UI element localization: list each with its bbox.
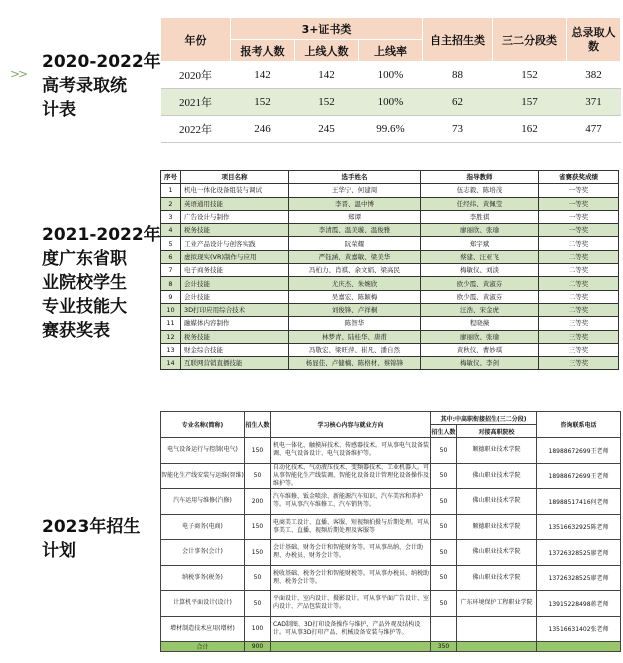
cell-contestants: 刘俊锋、卢祥桐 xyxy=(289,303,421,316)
section-title-awards xyxy=(42,223,161,343)
cell-index: 5 xyxy=(161,237,181,250)
table-row xyxy=(161,210,619,223)
cell-school xyxy=(457,616,537,642)
cell-major: 汽车运用与维修(汽修) xyxy=(161,489,245,515)
cell-content: 会计基础、财务会计和智能财务等。可从事出纳、会计助理、办税员、财务会计等。 xyxy=(271,540,431,566)
cell-award: 三等奖 xyxy=(539,343,619,356)
cell-total: 371 xyxy=(567,89,621,116)
table-row xyxy=(161,591,621,617)
cell-contact: 13726328525廖老师 xyxy=(537,565,621,591)
awards-table xyxy=(160,170,619,370)
table-row xyxy=(161,438,621,464)
cell-three-two: 152 xyxy=(493,62,567,89)
cell-instructors: 欧少霞、黄淑芬 xyxy=(421,277,539,290)
cell-instructors: 汪浩、宋金虎 xyxy=(421,303,539,316)
cell-major: 电子商务(电商) xyxy=(161,514,245,540)
cell-index: 8 xyxy=(161,277,181,290)
header-sub-count: 招生人数 xyxy=(431,425,457,438)
cell-sub-count: 50 xyxy=(431,438,457,464)
cell-project: 英语通用技能 xyxy=(181,197,289,210)
cell-award: 二等奖 xyxy=(539,237,619,250)
header-admitted: 上线人数 xyxy=(295,40,359,62)
header-award: 省赛获奖成绩 xyxy=(539,171,619,184)
header-rate: 上线率 xyxy=(359,40,423,62)
cell-award: 一等奖 xyxy=(539,197,619,210)
cell-instructors: 廖丽欣、张瑜 xyxy=(421,330,539,343)
cell-independent: 73 xyxy=(423,116,493,143)
cell-project: 工业产品设计与创客实践 xyxy=(181,237,289,250)
section-title-line: 2021-2022年 xyxy=(42,225,161,245)
cell-rate: 99.6% xyxy=(359,116,423,143)
header-index: 序号 xyxy=(161,171,181,184)
header-contestants: 选手姓名 xyxy=(289,171,421,184)
table-row xyxy=(161,116,621,143)
cell-three-two: 162 xyxy=(493,116,567,143)
cell-project: 3D打印应用综合技术 xyxy=(181,303,289,316)
table-row xyxy=(161,184,619,197)
cell-award: 二等奖 xyxy=(539,264,619,277)
cell-independent: 62 xyxy=(423,89,493,116)
cell-sub-count xyxy=(431,616,457,642)
cell-instructors: 欧少霞、黄淑芬 xyxy=(421,290,539,303)
cell-three-two: 157 xyxy=(493,89,567,116)
cell-project: 财金综合技能 xyxy=(181,343,289,356)
table-row xyxy=(161,540,621,566)
chevron-right-icon: >> xyxy=(10,67,27,81)
header-major: 专业名称(简称) xyxy=(161,412,245,438)
cell-instructors: 郑宇斌 xyxy=(421,237,539,250)
cell-index: 7 xyxy=(161,264,181,277)
cell-contestants: 严钰涵、黄嘉敏、梁美华 xyxy=(289,250,421,263)
table-row xyxy=(161,250,619,263)
cell-contact: 18988517416何老师 xyxy=(537,489,621,515)
cell-project: 会计技能 xyxy=(181,277,289,290)
cell-contestants: 吴嘉宏、陈颖梅 xyxy=(289,290,421,303)
table-row xyxy=(161,290,619,303)
cell-index: 6 xyxy=(161,250,181,263)
table-row xyxy=(161,616,621,642)
header-applicants: 报考人数 xyxy=(231,40,295,62)
cell-sub-count: 50 xyxy=(431,463,457,489)
total-empty xyxy=(457,642,537,652)
cell-sub-count: 50 xyxy=(431,489,457,515)
cell-award: 一等奖 xyxy=(539,224,619,237)
cell-school: 佛山职业技术学院 xyxy=(457,540,537,566)
cell-index: 9 xyxy=(161,290,181,303)
cell-index: 2 xyxy=(161,197,181,210)
cell-instructors: 梅敏仪、刘淡 xyxy=(421,264,539,277)
table-row xyxy=(161,463,621,489)
cell-award: 一等奖 xyxy=(539,210,619,223)
section-title-line: 2023年招生 xyxy=(42,517,141,537)
cell-instructors: 黄秋仪、曹妙琪 xyxy=(421,343,539,356)
cell-sub-count: 50 xyxy=(431,591,457,617)
header-count: 招生人数 xyxy=(245,412,271,438)
cell-award: 二等奖 xyxy=(539,277,619,290)
cell-major: 会计事务(会计) xyxy=(161,540,245,566)
cell-total: 382 xyxy=(567,62,621,89)
cell-major: 纳税事务(税务) xyxy=(161,565,245,591)
section-title-line: 业院校学生 xyxy=(42,273,127,293)
cell-rate: 100% xyxy=(359,62,423,89)
table-row xyxy=(161,197,619,210)
cell-contact: 18988672699王老师 xyxy=(537,463,621,489)
header-instructors: 指导教师 xyxy=(421,171,539,184)
plan-table xyxy=(160,411,621,652)
section-title-admission xyxy=(42,50,161,122)
cell-content: CAD制图、3D打印设备操作与维护、产品外观及结构设计。可从事3D打印产品、机械设备安装与维护等。 xyxy=(271,616,431,642)
cell-project: 融媒体内容制作 xyxy=(181,317,289,330)
cell-applicants: 152 xyxy=(231,89,295,116)
cell-index: 13 xyxy=(161,343,181,356)
table-row xyxy=(161,89,621,116)
header-year: 年份 xyxy=(161,18,231,62)
section-title-line: 高考录取统 xyxy=(42,76,127,96)
cell-count: 50 xyxy=(245,591,271,617)
cell-count: 50 xyxy=(245,463,271,489)
cell-instructors: 李胜祺 xyxy=(421,210,539,223)
cell-content: 汽车维修、钣金喷涂、新能源汽车知识、汽车美容和养护等。可从事汽车维修工、汽车销售等。 xyxy=(271,489,431,515)
table-row xyxy=(161,330,619,343)
cell-contact: 13726328525廖老师 xyxy=(537,540,621,566)
cell-contestants: 冯敬宏、梁旺萍、崔凡、潘自然 xyxy=(289,343,421,356)
total-sub-count: 350 xyxy=(431,642,457,652)
header-contact: 咨询联系电话 xyxy=(537,412,621,438)
cell-instructors: 程晓薇 xyxy=(421,317,539,330)
awards-table-body xyxy=(161,184,619,370)
cell-project: 机电一体化设备组装与调试 xyxy=(181,184,289,197)
cell-instructors: 任经纬、黄佩莹 xyxy=(421,197,539,210)
cell-year: 2021年 xyxy=(161,89,231,116)
section-title-plan xyxy=(42,515,140,563)
cell-index: 1 xyxy=(161,184,181,197)
cell-count: 150 xyxy=(245,514,271,540)
cell-sub-count: 50 xyxy=(431,565,457,591)
table-row xyxy=(161,514,621,540)
section-title-line: 赛获奖表 xyxy=(42,321,110,341)
cell-contestants: 郑谭 xyxy=(289,210,421,223)
cell-applicants: 246 xyxy=(231,116,295,143)
cell-project: 电子商务技能 xyxy=(181,264,289,277)
cell-sub-count: 50 xyxy=(431,514,457,540)
cell-index: 11 xyxy=(161,317,181,330)
cell-project: 广告设计与制作 xyxy=(181,210,289,223)
cell-school: 佛山职业技术学院 xyxy=(457,565,537,591)
cell-contestants: 李晋、温中博 xyxy=(289,197,421,210)
cell-major: 智能化生产线安装与运维(智维) xyxy=(161,463,245,489)
cell-year: 2022年 xyxy=(161,116,231,143)
cell-school: 顺德职业技术学院 xyxy=(457,438,537,464)
cell-contestants: 王华宁、何建周 xyxy=(289,184,421,197)
cell-project: 税务技能 xyxy=(181,330,289,343)
cell-independent: 88 xyxy=(423,62,493,89)
total-label: 合计 xyxy=(161,642,245,652)
cell-major: 计算机平面设计(设计) xyxy=(161,591,245,617)
table-row xyxy=(161,317,619,330)
cell-contestants: 杨显佳、卢健楠、陈格材、蔡锦锋 xyxy=(289,357,421,370)
cell-year: 2020年 xyxy=(161,62,231,89)
cell-applicants: 142 xyxy=(231,62,295,89)
cell-contact: 18988672699王老师 xyxy=(537,438,621,464)
total-empty xyxy=(537,642,621,652)
cell-instructors: 伍志毅、陈培茂 xyxy=(421,184,539,197)
table-row xyxy=(161,489,621,515)
cell-contestants: 尤庆杰、朱婉欣 xyxy=(289,277,421,290)
table-row xyxy=(161,237,619,250)
cell-award: 二等奖 xyxy=(539,303,619,316)
cell-content: 电商美工设计、直播、客服、短视频拍摄与后期处理。可从事美工、直播、视频后期处理及客服等 xyxy=(271,514,431,540)
cell-school: 顺德职业技术学院 xyxy=(457,514,537,540)
section-title-line: 计表 xyxy=(42,100,76,120)
header-content: 学习核心内容与就业方向 xyxy=(271,412,431,438)
cell-project: 虚拟现实(VR)制作与应用 xyxy=(181,250,289,263)
cell-award: 三等奖 xyxy=(539,317,619,330)
cell-rate: 100% xyxy=(359,89,423,116)
table-row xyxy=(161,62,621,89)
total-count: 900 xyxy=(245,642,271,652)
cell-count: 150 xyxy=(245,438,271,464)
cell-instructors: 廖丽欣、张瑜 xyxy=(421,224,539,237)
cell-contestants: 林梦青、陆桂华、唐甫 xyxy=(289,330,421,343)
cell-count: 150 xyxy=(245,540,271,566)
header-project: 项目名称 xyxy=(181,171,289,184)
section-title-line: 度广东省职 xyxy=(42,249,127,269)
cell-index: 10 xyxy=(161,303,181,316)
cell-instructors: 梅敏仪、李剑 xyxy=(421,357,539,370)
cell-award: 一等奖 xyxy=(539,184,619,197)
cell-index: 4 xyxy=(161,224,181,237)
cell-award: 三等奖 xyxy=(539,357,619,370)
cell-index: 3 xyxy=(161,210,181,223)
cell-count: 50 xyxy=(245,565,271,591)
cell-admitted: 245 xyxy=(295,116,359,143)
table-row xyxy=(161,565,621,591)
cell-major: 电气设备运行与控制(电气) xyxy=(161,438,245,464)
cell-contestants: 陈智华 xyxy=(289,317,421,330)
table-row xyxy=(161,303,619,316)
table-row xyxy=(161,357,619,370)
cell-contact: 13516631402张老师 xyxy=(537,616,621,642)
total-empty xyxy=(271,642,431,652)
table-row xyxy=(161,343,619,356)
cell-contestants: 冯柏力、肖祺、余文娟、梁高民 xyxy=(289,264,421,277)
cell-count: 200 xyxy=(245,489,271,515)
table-row xyxy=(161,224,619,237)
plan-table-body xyxy=(161,438,621,652)
table-row xyxy=(161,277,619,290)
cell-content: 平面设计、室内设计、摄影设计。可从事平面广告设计、室内设计、产品包装设计等。 xyxy=(271,591,431,617)
cell-contestants: 李清霞、温美璇、温俊雅 xyxy=(289,224,421,237)
cell-content: 机电一体化、触摸屏技术、传感器技术。可从事电气设备装调、电气设备设计、电气设备维护等。 xyxy=(271,438,431,464)
table-row xyxy=(161,264,619,277)
cell-award: 三等奖 xyxy=(539,330,619,343)
cell-school: 广东环境保护工程职业学院 xyxy=(457,591,537,617)
cell-admitted: 152 xyxy=(295,89,359,116)
cell-school: 佛山职业技术学院 xyxy=(457,463,537,489)
total-row xyxy=(161,642,621,652)
cell-total: 477 xyxy=(567,116,621,143)
cell-award: 二等奖 xyxy=(539,290,619,303)
section-title-line: 计划 xyxy=(42,541,76,561)
cell-sub-count: 50 xyxy=(431,540,457,566)
header-three-two: 三二分段类 xyxy=(493,18,567,62)
header-school: 对接高职院校 xyxy=(457,425,537,438)
cell-contact: 13915228498蒋老师 xyxy=(537,591,621,617)
admission-table-body xyxy=(161,62,621,143)
section-title-line: 2020-2022年 xyxy=(42,52,161,72)
cell-index: 14 xyxy=(161,357,181,370)
admission-table xyxy=(160,17,621,143)
cell-award: 二等奖 xyxy=(539,250,619,263)
header-cert-group: 3+证书类 xyxy=(231,18,423,40)
cell-content: 税收基础、税务会计和智能财税等。可从事办税员、纳税助理、税务会计等。 xyxy=(271,565,431,591)
header-group: 其中:中高职衔接招生(三二分段) xyxy=(431,412,537,425)
cell-major: 增材制造技术应用(增材) xyxy=(161,616,245,642)
cell-contact: 13516632925陈老师 xyxy=(537,514,621,540)
cell-admitted: 142 xyxy=(295,62,359,89)
cell-index: 12 xyxy=(161,330,181,343)
cell-school: 佛山职业技术学院 xyxy=(457,489,537,515)
cell-project: 互联网营销直播技能 xyxy=(181,357,289,370)
cell-instructors: 蔡建、汪亚飞 xyxy=(421,250,539,263)
cell-contestants: 阮荣耀 xyxy=(289,237,421,250)
section-title-line: 专业技能大 xyxy=(42,297,127,317)
header-independent: 自主招生类 xyxy=(423,18,493,62)
cell-count: 100 xyxy=(245,616,271,642)
cell-project: 税务技能 xyxy=(181,224,289,237)
cell-project: 会计技能 xyxy=(181,290,289,303)
header-total: 总录取人数 xyxy=(567,18,621,62)
cell-content: 自动化技术、气动液压技术、变频器技术、工业机器人。可从事智能化生产线装调、智能化设备设计管理化设备操作及维护等。 xyxy=(271,463,431,489)
